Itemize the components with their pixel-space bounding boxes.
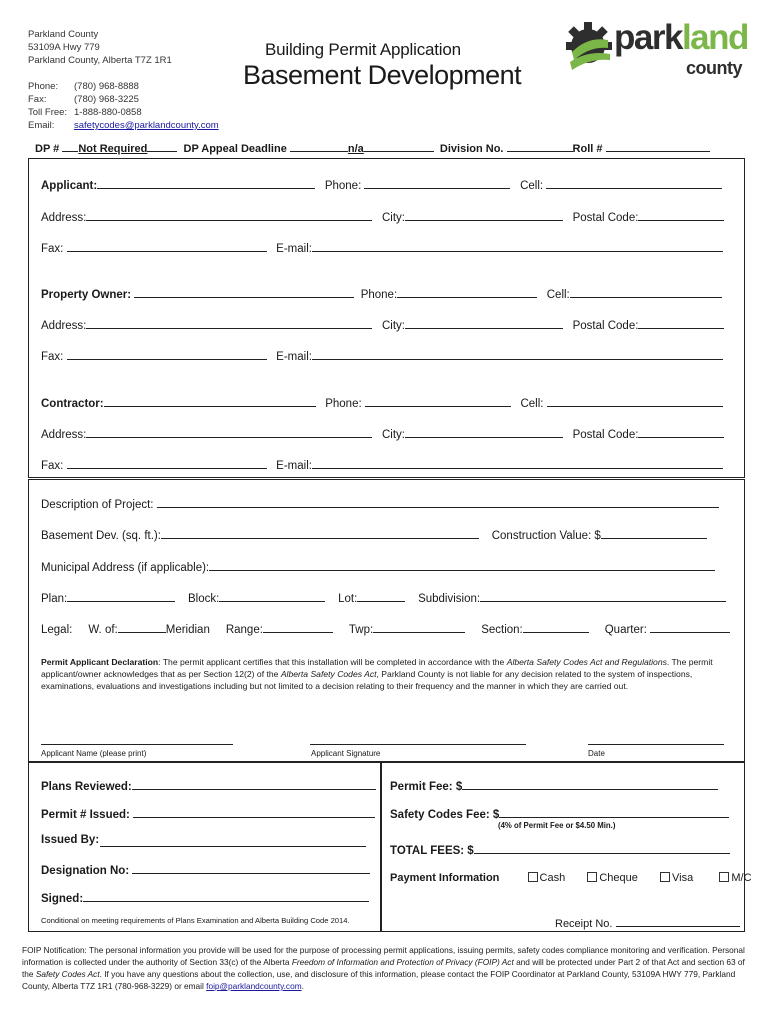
owner-cell-field[interactable] (570, 286, 722, 298)
total-fees-label: TOTAL FEES: $ (390, 845, 474, 857)
permit-fee-label: Permit Fee: $ (390, 781, 463, 793)
basement-sqft-field[interactable] (161, 527, 479, 539)
contact-block (28, 80, 219, 132)
dp-line (35, 141, 710, 155)
owner-postal-field[interactable] (638, 317, 724, 329)
date-label: Date (588, 749, 605, 758)
contractor-fax-row (41, 457, 723, 472)
contractor-postal-field[interactable] (638, 426, 724, 438)
subdivision-field[interactable] (480, 590, 726, 602)
mc-checkbox[interactable] (719, 872, 729, 882)
contractor-field[interactable] (104, 395, 316, 407)
visa-checkbox[interactable] (660, 872, 670, 882)
contractor-label: Contractor: (41, 398, 104, 410)
contractor-cell-label: Cell: (520, 398, 544, 410)
owner-city-label: City: (381, 320, 405, 332)
cash-checkbox[interactable] (528, 872, 538, 882)
permit-fee-field[interactable] (462, 778, 718, 790)
roll-label: Roll # (572, 143, 603, 155)
designation-row (41, 862, 370, 877)
payment-row (390, 872, 752, 884)
construction-value-label: Construction Value: $ (491, 530, 601, 542)
owner-row (41, 286, 722, 301)
total-fees-row (390, 842, 730, 857)
applicant-name-line[interactable] (41, 744, 233, 745)
range-label: Range: (225, 624, 263, 636)
contractor-fax-label: Fax: (41, 460, 64, 472)
plan-field[interactable] (67, 590, 175, 602)
legal-label: Legal: (41, 624, 73, 636)
declaration-heading: Permit Applicant Declaration (41, 657, 159, 667)
cheque-checkbox[interactable] (587, 872, 597, 882)
applicant-city-field[interactable] (405, 209, 563, 221)
plan-label: Plan: (41, 593, 68, 605)
applicant-email-field[interactable] (312, 240, 723, 252)
fax-value: (780) 968-3225 (74, 94, 139, 105)
date-line[interactable] (588, 744, 724, 745)
email-link[interactable]: safetycodes@parklandcounty.com (74, 120, 219, 131)
section-label: Section: (481, 624, 523, 636)
contractor-address-row (41, 426, 724, 441)
receipt-field[interactable] (616, 915, 740, 927)
applicant-cell-field[interactable] (546, 177, 722, 189)
contractor-address-field[interactable] (86, 426, 372, 438)
applicant-fax-label: Fax: (41, 243, 64, 255)
plan-row (41, 590, 726, 605)
logo-county-text: county (686, 58, 743, 78)
municipal-address-row (41, 559, 715, 574)
permit-issued-label: Permit # Issued: (41, 809, 130, 821)
issued-by-label: Issued By: (41, 834, 100, 846)
address-line-1: 53109A Hwy 779 (28, 42, 100, 53)
contractor-city-label: City: (381, 429, 405, 441)
permit-issued-field[interactable] (133, 806, 375, 818)
foip-notification: FOIP Notification: The personal information you provide will be used for the purpose of processing permit applications, issuing permits, safety codes compliance monitoring and verification. Personal information is collected under the authority of Section 33(c) of the Alberta Freedom of Information and Protection of Privacy (FOIP) Act and will be protected under Part 2 of that Act and section 63 of the Safety Codes Act. If you have any questions about the collection, use, and disclosure of this information, please contact the FOIP Coordinator at Parkland County, 53109A HWY 779, Parkland County, Alberta T7Z 1R1 (780-968-3229) or email foip@parklandcounty.com. (22, 945, 745, 991)
owner-email-field[interactable] (312, 348, 723, 360)
twp-field[interactable] (373, 621, 465, 633)
cheque-label: Cheque (599, 872, 638, 884)
applicant-phone-field[interactable] (364, 177, 510, 189)
applicant-address-label: Address: (41, 212, 87, 224)
permit-issued-row (41, 806, 375, 821)
safety-fee-field[interactable] (499, 806, 729, 818)
issued-by-field[interactable] (100, 846, 366, 847)
w-of-label: W. of: (88, 624, 118, 636)
owner-field[interactable] (134, 286, 354, 298)
tollfree-value: 1-888-880-0858 (74, 107, 142, 118)
applicant-phone-label: Phone: (324, 180, 362, 192)
range-field[interactable] (263, 621, 333, 633)
foip-email-link[interactable]: foip@parklandcounty.com (206, 981, 302, 991)
signed-label: Signed: (41, 893, 84, 905)
owner-label: Property Owner: (41, 289, 132, 301)
form-subtitle: Basement Development (243, 60, 522, 90)
conditional-note: Conditional on meeting requirements of Plans Examination and Alberta Building Code 2014. (41, 916, 350, 925)
issued-by-row (41, 834, 99, 846)
contractor-address-label: Address: (41, 429, 87, 441)
meridian-label: Meridian (165, 624, 210, 636)
county-address (28, 28, 172, 67)
applicant-name-label: Applicant Name (please print) (41, 749, 147, 758)
owner-email-label: E-mail: (276, 351, 312, 363)
applicant-fax-field[interactable] (67, 240, 267, 252)
applicant-address-field[interactable] (86, 209, 372, 221)
phone-value: (780) 968-8888 (74, 81, 139, 92)
address-line-2: Parkland County, Alberta T7Z 1R1 (28, 55, 172, 66)
safety-fee-label: Safety Codes Fee: $ (390, 809, 500, 821)
municipal-address-label: Municipal Address (if applicable): (41, 562, 210, 574)
visa-label: Visa (672, 872, 694, 884)
owner-fax-field[interactable] (67, 348, 267, 360)
owner-phone-field[interactable] (397, 286, 537, 298)
division-label: Division No. (439, 143, 504, 155)
permit-fee-row (390, 778, 718, 793)
fax-label: Fax: (28, 94, 47, 105)
description-label: Description of Project: (41, 499, 154, 511)
block-field[interactable] (219, 590, 325, 602)
legal-row (41, 621, 730, 636)
basement-sqft-label: Basement Dev. (sq. ft.): (41, 530, 161, 542)
applicant-email-label: E-mail: (276, 243, 312, 255)
basement-row (41, 527, 707, 542)
receipt-row (555, 915, 740, 930)
office-divider (380, 762, 382, 932)
contractor-phone-label: Phone: (325, 398, 362, 410)
email-label: Email: (28, 120, 55, 131)
lot-label: Lot: (338, 593, 358, 605)
owner-phone-label: Phone: (360, 289, 398, 301)
plans-reviewed-row (41, 778, 376, 793)
plans-reviewed-field[interactable] (132, 778, 376, 790)
applicant-city-label: City: (381, 212, 405, 224)
total-fees-field[interactable] (474, 842, 730, 854)
subdivision-label: Subdivision: (418, 593, 481, 605)
contractor-phone-field[interactable] (365, 395, 511, 407)
owner-address-row (41, 317, 724, 332)
dp-number-value[interactable]: Not Required (78, 143, 148, 155)
receipt-label: Receipt No. (555, 918, 613, 930)
municipal-address-field[interactable] (209, 559, 715, 571)
contractor-row (41, 395, 723, 410)
w-of-field[interactable] (118, 621, 166, 633)
owner-city-field[interactable] (405, 317, 563, 329)
owner-address-field[interactable] (86, 317, 372, 329)
designation-field[interactable] (132, 862, 370, 874)
owner-fax-label: Fax: (41, 351, 64, 363)
roll-field[interactable] (606, 141, 710, 152)
dp-appeal-label: DP Appeal Deadline (183, 143, 287, 155)
payment-info-label: Payment Information (390, 872, 500, 884)
contractor-email-field[interactable] (312, 457, 723, 469)
applicant-signature-line[interactable] (310, 744, 526, 745)
org-name: Parkland County (28, 29, 99, 40)
logo-gear-icon (566, 22, 612, 80)
signed-field[interactable] (83, 890, 369, 902)
owner-fax-row (41, 348, 723, 363)
owner-cell-label: Cell: (546, 289, 570, 301)
applicant-signature-label: Applicant Signature (311, 749, 381, 758)
applicant-row (41, 177, 722, 192)
logo-wordmark: parkland (614, 18, 748, 57)
dp-number-label: DP # (35, 143, 60, 155)
applicant-address-row (41, 209, 724, 224)
cash-label: Cash (539, 872, 566, 884)
applicant-declaration: Permit Applicant Declaration: The permit applicant certifies that this installation will be completed in accordance with the Alberta Safety Codes Act and Regulations. The permit applicant/owner acknowledges that as per Section 12(2) of the Alberta Safety Codes Act, Parkland County is not liable for any decision related to the system of inspections, examinations, evaluations and investigations including but not limited to a decision relating to their frequency and the manner in which they are carried out. (41, 657, 713, 691)
contractor-postal-label: Postal Code: (572, 429, 639, 441)
division-field[interactable] (507, 141, 573, 152)
tollfree-label: Toll Free: (28, 107, 68, 118)
form-title: Building Permit Application (265, 40, 461, 59)
section-field[interactable] (523, 621, 589, 633)
applicant-postal-field[interactable] (638, 209, 724, 221)
applicant-fax-row (41, 240, 723, 255)
applicant-field[interactable] (97, 177, 315, 189)
applicant-label: Applicant: (41, 180, 98, 192)
description-field[interactable] (157, 496, 719, 508)
signed-row (41, 890, 369, 905)
contractor-email-label: E-mail: (276, 460, 312, 472)
quarter-label: Quarter: (604, 624, 647, 636)
parkland-county-logo (566, 20, 746, 82)
safety-fee-row (390, 806, 729, 821)
safety-fee-note: (4% of Permit Fee or $4.50 Min.) (498, 821, 616, 830)
quarter-field[interactable] (650, 621, 730, 633)
dp-appeal-value[interactable]: n/a (347, 143, 364, 155)
owner-postal-label: Postal Code: (572, 320, 639, 332)
phone-label: Phone: (28, 81, 59, 92)
block-label: Block: (188, 593, 220, 605)
contractor-fax-field[interactable] (67, 457, 267, 469)
applicant-cell-label: Cell: (520, 180, 544, 192)
construction-value-field[interactable] (601, 527, 707, 539)
lot-field[interactable] (357, 590, 405, 602)
plans-reviewed-label: Plans Reviewed: (41, 781, 132, 793)
owner-address-label: Address: (41, 320, 87, 332)
mc-label: M/C (731, 872, 752, 884)
contractor-cell-field[interactable] (547, 395, 723, 407)
designation-label: Designation No: (41, 865, 130, 877)
twp-label: Twp: (348, 624, 374, 636)
applicant-postal-label: Postal Code: (572, 212, 639, 224)
contractor-city-field[interactable] (405, 426, 563, 438)
description-row (41, 496, 719, 511)
